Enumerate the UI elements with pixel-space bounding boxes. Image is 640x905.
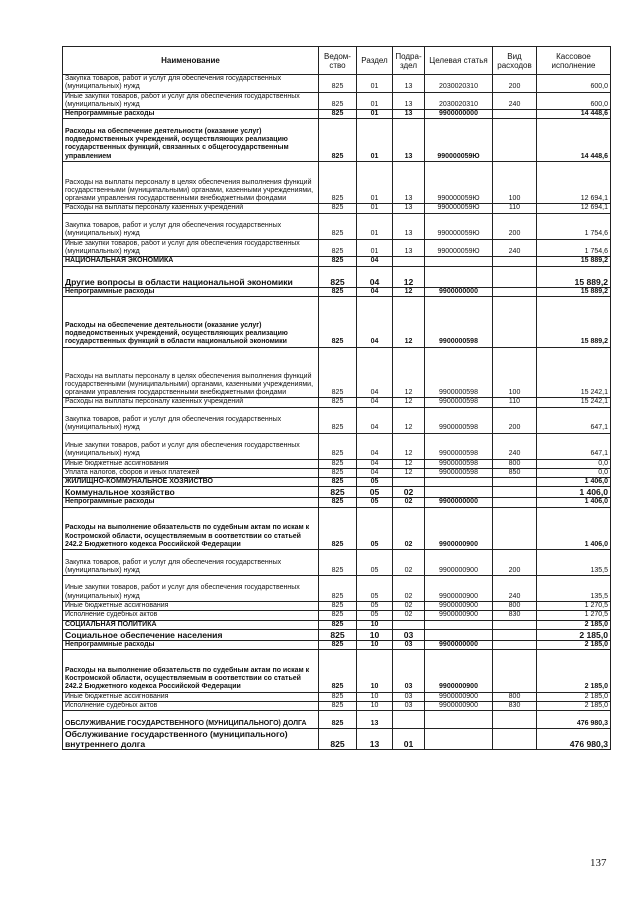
row-expense-type xyxy=(493,119,537,162)
row-department: 825 xyxy=(319,640,357,649)
row-department: 825 xyxy=(319,239,357,257)
row-cash-execution: 15 889,2 xyxy=(537,296,611,347)
row-expense-type xyxy=(493,620,537,629)
row-cash-execution: 2 185,0 xyxy=(537,620,611,629)
row-subsection: 13 xyxy=(393,213,425,239)
row-cash-execution: 1 406,0 xyxy=(537,498,611,507)
row-expense-type xyxy=(493,487,537,498)
row-subsection xyxy=(393,620,425,629)
row-cash-execution: 2 185,0 xyxy=(537,692,611,701)
row-section: 10 xyxy=(357,692,393,701)
table-row xyxy=(63,550,611,576)
row-expense-type: 200 xyxy=(493,75,537,93)
table-row xyxy=(63,287,611,296)
row-target-item: 9900000900 xyxy=(425,692,493,701)
row-name: Исполнение судебных актов xyxy=(63,611,319,620)
table-row xyxy=(63,478,611,487)
row-section: 13 xyxy=(357,711,393,729)
row-target-item: 990000059Ю xyxy=(425,161,493,204)
row-department: 825 xyxy=(319,576,357,602)
row-expense-type xyxy=(493,478,537,487)
row-expense-type xyxy=(493,711,537,729)
row-cash-execution: 476 980,3 xyxy=(537,711,611,729)
row-target-item: 9900000900 xyxy=(425,550,493,576)
row-expense-type: 110 xyxy=(493,398,537,407)
row-target-item: 9900000900 xyxy=(425,650,493,693)
row-name: Закупка товаров, работ и услуг для обеспечения государственных (муниципальных) нужд xyxy=(63,407,319,433)
row-name: Иные бюджетные ассигнования xyxy=(63,602,319,611)
row-subsection: 01 xyxy=(393,728,425,749)
table-row xyxy=(63,640,611,649)
row-cash-execution: 1 754,6 xyxy=(537,213,611,239)
table-row xyxy=(63,296,611,347)
table-row xyxy=(63,692,611,701)
row-subsection: 13 xyxy=(393,161,425,204)
row-subsection: 12 xyxy=(393,407,425,433)
row-section: 05 xyxy=(357,602,393,611)
row-expense-type xyxy=(493,296,537,347)
table-row xyxy=(63,266,611,287)
row-name: Непрограммные расходы xyxy=(63,498,319,507)
row-cash-execution: 14 448,6 xyxy=(537,110,611,119)
row-section: 04 xyxy=(357,459,393,468)
row-target-item: 9900000000 xyxy=(425,110,493,119)
row-expense-type: 800 xyxy=(493,692,537,701)
table-row xyxy=(63,507,611,550)
row-section: 01 xyxy=(357,110,393,119)
row-name: Социальное обеспечение населения xyxy=(63,629,319,640)
row-name: Иные бюджетные ассигнования xyxy=(63,459,319,468)
row-expense-type: 800 xyxy=(493,602,537,611)
row-name: Непрограммные расходы xyxy=(63,287,319,296)
row-target-item: 990000059Ю xyxy=(425,239,493,257)
row-cash-execution: 600,0 xyxy=(537,75,611,93)
row-name: Расходы на выплаты персоналу в целях обеспечения выполнения функций государственными (муниципальными) органами, казенными учреждениями, органами управления государственными внебюджетными фондами xyxy=(63,161,319,204)
row-name: Исполнение судебных актов xyxy=(63,701,319,710)
row-target-item xyxy=(425,487,493,498)
row-department: 825 xyxy=(319,92,357,110)
row-subsection: 03 xyxy=(393,692,425,701)
row-section: 01 xyxy=(357,213,393,239)
row-target-item: 9900000598 xyxy=(425,347,493,398)
row-subsection: 12 xyxy=(393,296,425,347)
row-cash-execution: 2 185,0 xyxy=(537,629,611,640)
row-subsection: 12 xyxy=(393,433,425,459)
row-target-item: 2030020310 xyxy=(425,75,493,93)
row-department: 825 xyxy=(319,459,357,468)
row-department: 825 xyxy=(319,478,357,487)
table-row xyxy=(63,620,611,629)
table-row xyxy=(63,119,611,162)
row-subsection: 12 xyxy=(393,398,425,407)
row-name: СОЦИАЛЬНАЯ ПОЛИТИКА xyxy=(63,620,319,629)
row-section: 01 xyxy=(357,204,393,213)
row-expense-type: 240 xyxy=(493,576,537,602)
table-row xyxy=(63,239,611,257)
row-section: 04 xyxy=(357,287,393,296)
row-expense-type xyxy=(493,287,537,296)
row-section: 04 xyxy=(357,266,393,287)
header-subsection: Подра-здел xyxy=(393,47,425,75)
row-target-item: 990000059Ю xyxy=(425,204,493,213)
row-name: Закупка товаров, работ и услуг для обеспечения государственных (муниципальных) нужд xyxy=(63,550,319,576)
row-target-item: 9900000000 xyxy=(425,640,493,649)
table-row xyxy=(63,611,611,620)
table-row xyxy=(63,75,611,93)
row-subsection: 12 xyxy=(393,459,425,468)
row-section: 13 xyxy=(357,728,393,749)
row-section: 04 xyxy=(357,407,393,433)
row-cash-execution: 15 242,1 xyxy=(537,347,611,398)
row-expense-type: 100 xyxy=(493,347,537,398)
row-department: 825 xyxy=(319,692,357,701)
row-subsection: 13 xyxy=(393,75,425,93)
row-subsection: 02 xyxy=(393,611,425,620)
row-expense-type: 240 xyxy=(493,92,537,110)
row-expense-type: 830 xyxy=(493,611,537,620)
row-target-item: 990000059Ю xyxy=(425,213,493,239)
table-header-row xyxy=(63,47,611,75)
row-section: 04 xyxy=(357,257,393,266)
row-target-item xyxy=(425,629,493,640)
row-subsection: 02 xyxy=(393,602,425,611)
header-department: Ведом-ство xyxy=(319,47,357,75)
row-expense-type xyxy=(493,640,537,649)
row-name: Расходы на выполнение обязательств по судебным актам по искам к Костромской области, осуществляемым в соответствии со статьей 242.2 Бюджетного кодекса Российской Федерации xyxy=(63,650,319,693)
row-department: 825 xyxy=(319,620,357,629)
row-cash-execution: 2 185,0 xyxy=(537,701,611,710)
row-department: 825 xyxy=(319,433,357,459)
row-cash-execution: 15 242,1 xyxy=(537,398,611,407)
row-department: 825 xyxy=(319,110,357,119)
row-target-item: 9900000598 xyxy=(425,296,493,347)
header-cash-execution: Кассовое исполнение xyxy=(537,47,611,75)
row-cash-execution: 14 448,6 xyxy=(537,119,611,162)
row-name: Иные закупки товаров, работ и услуг для обеспечения государственных (муниципальных) нужд xyxy=(63,576,319,602)
row-target-item: 9900000000 xyxy=(425,498,493,507)
row-target-item: 990000059Ю xyxy=(425,119,493,162)
table-row xyxy=(63,701,611,710)
table-row xyxy=(63,398,611,407)
row-department: 825 xyxy=(319,204,357,213)
row-cash-execution: 1 406,0 xyxy=(537,507,611,550)
row-cash-execution: 1 270,5 xyxy=(537,602,611,611)
row-name: ЖИЛИЩНО-КОММУНАЛЬНОЕ ХОЗЯЙСТВО xyxy=(63,478,319,487)
row-expense-type: 100 xyxy=(493,161,537,204)
row-department: 825 xyxy=(319,507,357,550)
row-target-item: 9900000598 xyxy=(425,398,493,407)
row-cash-execution: 647,1 xyxy=(537,433,611,459)
row-section: 01 xyxy=(357,119,393,162)
row-expense-type: 240 xyxy=(493,239,537,257)
row-subsection: 02 xyxy=(393,550,425,576)
row-subsection: 02 xyxy=(393,576,425,602)
row-name: Непрограммные расходы xyxy=(63,110,319,119)
table-body xyxy=(63,75,611,750)
table-row xyxy=(63,487,611,498)
row-expense-type: 110 xyxy=(493,204,537,213)
table-row xyxy=(63,650,611,693)
row-section: 10 xyxy=(357,629,393,640)
row-section: 04 xyxy=(357,433,393,459)
row-name: ОБСЛУЖИВАНИЕ ГОСУДАРСТВЕННОГО (МУНИЦИПАЛЬНОГО) ДОЛГА xyxy=(63,711,319,729)
row-target-item: 9900000900 xyxy=(425,576,493,602)
row-name: Непрограммные расходы xyxy=(63,640,319,649)
row-name: Расходы на обеспечение деятельности (оказание услуг) подведомственных учреждений, осуществляющих реализацию государственных функций, связанных с общегосударственным управлением xyxy=(63,119,319,162)
table-row xyxy=(63,161,611,204)
row-target-item: 9900000000 xyxy=(425,287,493,296)
row-cash-execution: 647,1 xyxy=(537,407,611,433)
row-department: 825 xyxy=(319,629,357,640)
row-name: Другие вопросы в области национальной экономики xyxy=(63,266,319,287)
row-target-item: 9900000598 xyxy=(425,468,493,477)
row-section: 05 xyxy=(357,550,393,576)
row-department: 825 xyxy=(319,487,357,498)
row-target-item xyxy=(425,620,493,629)
row-department: 825 xyxy=(319,650,357,693)
row-subsection: 13 xyxy=(393,239,425,257)
row-subsection: 03 xyxy=(393,629,425,640)
row-department: 825 xyxy=(319,711,357,729)
row-target-item xyxy=(425,257,493,266)
row-cash-execution: 15 889,2 xyxy=(537,287,611,296)
row-cash-execution: 135,5 xyxy=(537,576,611,602)
row-expense-type: 850 xyxy=(493,468,537,477)
row-section: 01 xyxy=(357,75,393,93)
row-section: 10 xyxy=(357,620,393,629)
row-cash-execution: 15 889,2 xyxy=(537,257,611,266)
row-name: Закупка товаров, работ и услуг для обеспечения государственных (муниципальных) нужд xyxy=(63,213,319,239)
row-subsection: 12 xyxy=(393,347,425,398)
row-section: 05 xyxy=(357,611,393,620)
table-row xyxy=(63,257,611,266)
row-target-item: 9900000598 xyxy=(425,407,493,433)
row-expense-type: 830 xyxy=(493,701,537,710)
row-section: 10 xyxy=(357,640,393,649)
row-cash-execution: 0,0 xyxy=(537,459,611,468)
row-subsection xyxy=(393,478,425,487)
row-section: 01 xyxy=(357,161,393,204)
row-section: 04 xyxy=(357,398,393,407)
row-name: Иные закупки товаров, работ и услуг для обеспечения государственных (муниципальных) нужд xyxy=(63,92,319,110)
row-subsection xyxy=(393,257,425,266)
row-department: 825 xyxy=(319,75,357,93)
row-target-item xyxy=(425,728,493,749)
row-expense-type xyxy=(493,507,537,550)
row-expense-type xyxy=(493,257,537,266)
row-department: 825 xyxy=(319,119,357,162)
row-subsection: 13 xyxy=(393,119,425,162)
table-row xyxy=(63,407,611,433)
row-department: 825 xyxy=(319,347,357,398)
row-department: 825 xyxy=(319,296,357,347)
row-expense-type: 200 xyxy=(493,213,537,239)
row-target-item xyxy=(425,478,493,487)
row-cash-execution: 135,5 xyxy=(537,550,611,576)
row-expense-type xyxy=(493,266,537,287)
row-subsection xyxy=(393,711,425,729)
row-section: 05 xyxy=(357,498,393,507)
row-cash-execution: 1 406,0 xyxy=(537,478,611,487)
row-subsection: 03 xyxy=(393,701,425,710)
row-name: Иные закупки товаров, работ и услуг для обеспечения государственных (муниципальных) нужд xyxy=(63,239,319,257)
row-cash-execution: 12 694,1 xyxy=(537,204,611,213)
table-row xyxy=(63,213,611,239)
row-target-item: 9900000598 xyxy=(425,433,493,459)
row-expense-type xyxy=(493,498,537,507)
row-section: 05 xyxy=(357,576,393,602)
row-name: Иные закупки товаров, работ и услуг для обеспечения государственных (муниципальных) нужд xyxy=(63,433,319,459)
row-expense-type: 200 xyxy=(493,550,537,576)
row-cash-execution: 15 889,2 xyxy=(537,266,611,287)
row-name: Расходы на выплаты персоналу в целях обеспечения выполнения функций государственными (муниципальными) органами, казенными учреждениями, органами управления государственными внебюджетными фондами xyxy=(63,347,319,398)
header-section: Раздел xyxy=(357,47,393,75)
row-department: 825 xyxy=(319,611,357,620)
row-subsection: 02 xyxy=(393,507,425,550)
row-department: 825 xyxy=(319,287,357,296)
row-name: Иные бюджетные ассигнования xyxy=(63,692,319,701)
row-subsection: 13 xyxy=(393,110,425,119)
row-expense-type xyxy=(493,650,537,693)
row-section: 05 xyxy=(357,487,393,498)
row-expense-type xyxy=(493,110,537,119)
budget-execution-table xyxy=(62,46,611,750)
row-name: Расходы на выплаты персоналу казенных учреждений xyxy=(63,398,319,407)
row-target-item: 9900000900 xyxy=(425,602,493,611)
table-row xyxy=(63,576,611,602)
table-row xyxy=(63,498,611,507)
row-cash-execution: 600,0 xyxy=(537,92,611,110)
row-target-item: 2030020310 xyxy=(425,92,493,110)
row-cash-execution: 0,0 xyxy=(537,468,611,477)
row-department: 825 xyxy=(319,398,357,407)
row-name: Расходы на обеспечение деятельности (оказание услуг) подведомственных учреждений, осуществляющих реализацию государственных функций в области национальной экономики xyxy=(63,296,319,347)
table-row xyxy=(63,433,611,459)
row-department: 825 xyxy=(319,266,357,287)
row-cash-execution: 1 270,5 xyxy=(537,611,611,620)
table-row xyxy=(63,347,611,398)
row-section: 04 xyxy=(357,296,393,347)
row-expense-type: 200 xyxy=(493,407,537,433)
table-row xyxy=(63,92,611,110)
row-target-item: 9900000598 xyxy=(425,459,493,468)
row-section: 10 xyxy=(357,650,393,693)
row-department: 825 xyxy=(319,468,357,477)
row-department: 825 xyxy=(319,161,357,204)
row-name: НАЦИОНАЛЬНАЯ ЭКОНОМИКА xyxy=(63,257,319,266)
row-subsection: 03 xyxy=(393,650,425,693)
row-expense-type: 240 xyxy=(493,433,537,459)
row-expense-type xyxy=(493,728,537,749)
row-subsection: 12 xyxy=(393,287,425,296)
row-expense-type: 800 xyxy=(493,459,537,468)
row-subsection: 02 xyxy=(393,487,425,498)
row-department: 825 xyxy=(319,602,357,611)
header-name: Наименование xyxy=(63,47,319,75)
table-row xyxy=(63,204,611,213)
row-department: 825 xyxy=(319,701,357,710)
row-target-item: 9900000900 xyxy=(425,701,493,710)
row-department: 825 xyxy=(319,257,357,266)
row-cash-execution: 12 694,1 xyxy=(537,161,611,204)
row-cash-execution: 1 754,6 xyxy=(537,239,611,257)
row-subsection: 13 xyxy=(393,204,425,213)
row-target-item: 9900000900 xyxy=(425,611,493,620)
row-section: 05 xyxy=(357,507,393,550)
row-cash-execution: 1 406,0 xyxy=(537,487,611,498)
row-department: 825 xyxy=(319,498,357,507)
row-cash-execution: 2 185,0 xyxy=(537,640,611,649)
row-name: Уплата налогов, сборов и иных платежей xyxy=(63,468,319,477)
row-section: 01 xyxy=(357,92,393,110)
row-subsection: 13 xyxy=(393,92,425,110)
page-number: 137 xyxy=(590,857,607,869)
header-target-item: Целевая статья xyxy=(425,47,493,75)
row-subsection: 03 xyxy=(393,640,425,649)
row-department: 825 xyxy=(319,213,357,239)
row-name: Обслуживание государственного (муниципального) внутреннего долга xyxy=(63,728,319,749)
row-target-item: 9900000900 xyxy=(425,507,493,550)
row-subsection: 12 xyxy=(393,266,425,287)
row-section: 01 xyxy=(357,239,393,257)
table-row xyxy=(63,468,611,477)
row-name: Расходы на выполнение обязательств по судебным актам по искам к Костромской области, осуществляемым в соответствии со статьей 242.2 Бюджетного кодекса Российской Федерации xyxy=(63,507,319,550)
table-row xyxy=(63,110,611,119)
row-section: 04 xyxy=(357,468,393,477)
table-row xyxy=(63,711,611,729)
row-cash-execution: 2 185,0 xyxy=(537,650,611,693)
row-department: 825 xyxy=(319,728,357,749)
row-target-item xyxy=(425,266,493,287)
row-section: 10 xyxy=(357,701,393,710)
row-name: Расходы на выплаты персоналу казенных учреждений xyxy=(63,204,319,213)
row-department: 825 xyxy=(319,550,357,576)
table-row xyxy=(63,728,611,749)
row-department: 825 xyxy=(319,407,357,433)
row-subsection: 02 xyxy=(393,498,425,507)
row-name: Коммунальное хозяйство xyxy=(63,487,319,498)
header-expense-type: Вид расходов xyxy=(493,47,537,75)
row-target-item xyxy=(425,711,493,729)
row-subsection: 12 xyxy=(393,468,425,477)
table-row xyxy=(63,629,611,640)
row-section: 04 xyxy=(357,347,393,398)
row-name: Закупка товаров, работ и услуг для обеспечения государственных (муниципальных) нужд xyxy=(63,75,319,93)
table-row xyxy=(63,602,611,611)
row-cash-execution: 476 980,3 xyxy=(537,728,611,749)
row-expense-type xyxy=(493,629,537,640)
table-row xyxy=(63,459,611,468)
row-section: 05 xyxy=(357,478,393,487)
